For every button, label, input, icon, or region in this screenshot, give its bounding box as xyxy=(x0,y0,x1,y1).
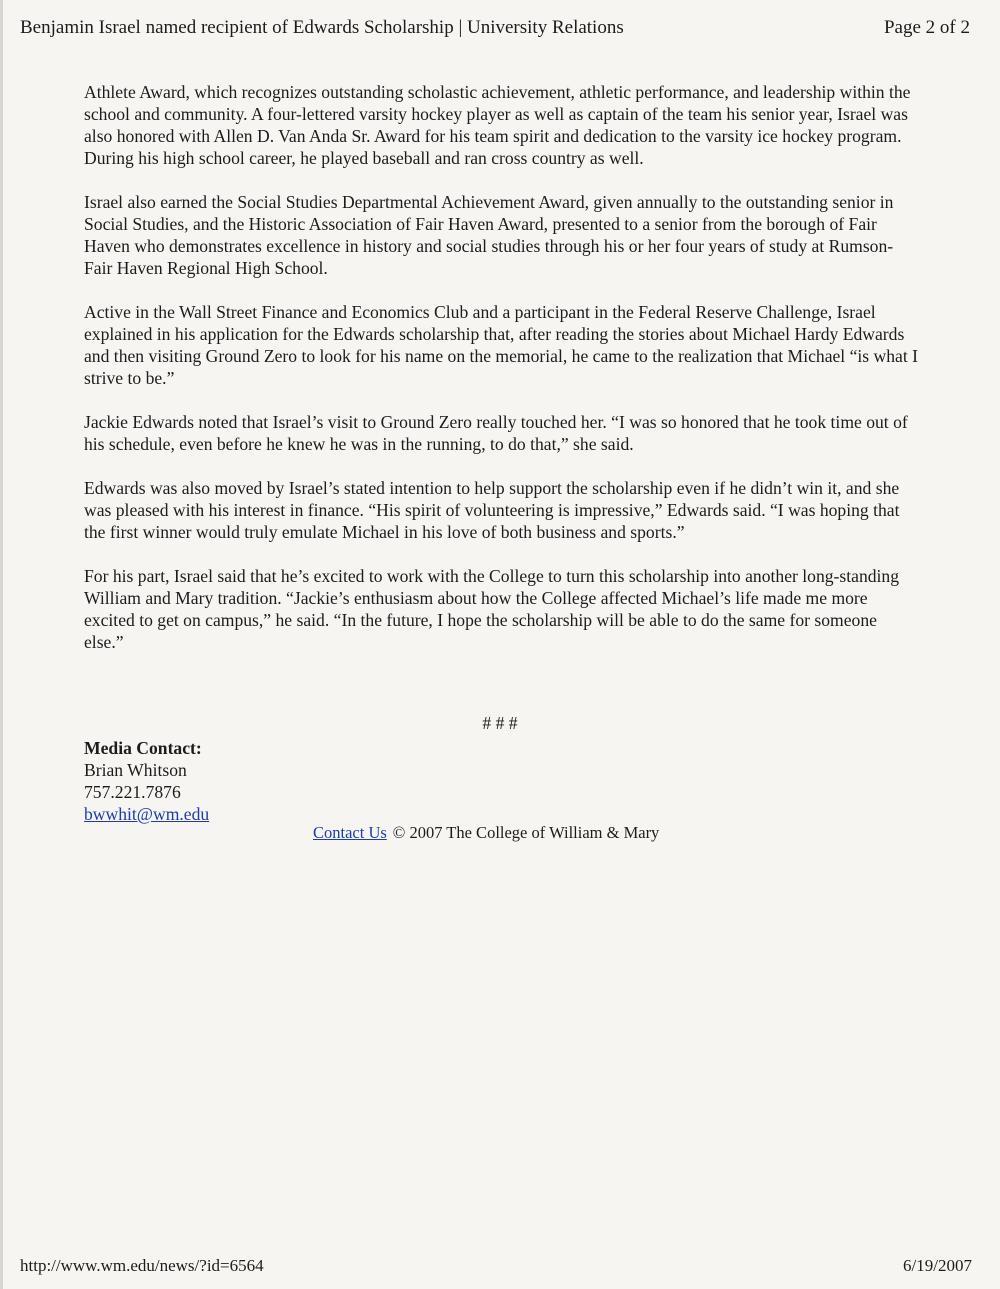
page-url: http://www.wm.edu/news/?id=6564 xyxy=(20,1256,264,1275)
page-edge xyxy=(0,0,3,1289)
paragraph-3: Active in the Wall Street Finance and Economics Club and a participant in the Federal Reserve Challenge, Israel explained in his application for the Edwards scholarship that, after reading the stories about Michael Hardy Edwards and then visiting Ground Zero to look for his name on the memorial, he came to the realization that Michael “is what I strive to be.” xyxy=(84,302,918,388)
contact-phone: 757.221.7876 xyxy=(84,782,181,802)
contact-name: Brian Whitson xyxy=(84,760,187,780)
page-number: Page 2 of 2 xyxy=(883,17,970,38)
document-title: Benjamin Israel named recipient of Edwards Scholarship | University Relations xyxy=(20,17,624,38)
media-contact xyxy=(84,737,209,825)
paragraph-4: Jackie Edwards noted that Israel’s visit to Ground Zero really touched her. “I was so honored that he took time out of his schedule, even before he knew he was in the running, to do that,” she said. xyxy=(84,412,908,454)
print-date: 6/19/2007 xyxy=(903,1256,972,1275)
paragraph-1: Athlete Award, which recognizes outstanding scholastic achievement, athletic performance, and leadership within the school and community. A four-lettered varsity hockey player as well as captain of the team his senior year, Israel was also honored with Allen D. Van Anda Sr. Award for his team spirit and dedication to the varsity ice hockey program. During his high school career, he played baseball and ran cross country as well. xyxy=(84,82,911,168)
site-footer xyxy=(313,822,659,844)
media-contact-heading: Media Contact: xyxy=(84,738,202,758)
article-body xyxy=(84,81,920,675)
paragraph-5: Edwards was also moved by Israel’s stated intention to help support the scholarship even if he didn’t win it, and she was pleased with his interest in finance. “His spirit of volunteering is impressive,” Edwards said. “I was hoping that the first winner would truly emulate Michael in his love of both business and sports.” xyxy=(84,478,900,542)
paragraph-6: For his part, Israel said that he’s excited to work with the College to turn this scholarship into another long-standing William and Mary tradition. “Jackie’s enthusiasm about how the College affected Michael’s life made me more excited to get on campus,” he said. “In the future, I hope the scholarship will be able to do the same for someone else.” xyxy=(84,566,900,652)
contact-email-link[interactable]: bwwhit@wm.edu xyxy=(84,804,210,824)
paragraph-2: Israel also earned the Social Studies Departmental Achievement Award, given annually to the outstanding senior in Social Studies, and the Historic Association of Fair Haven Award, presented to a senior from the borough of Fair Haven who demonstrates excellence in history and social studies through his or her four years of study at Rumson-Fair Haven Regional High School. xyxy=(84,192,894,278)
end-marker: # # # xyxy=(482,713,518,733)
contact-us-link[interactable]: Contact Us xyxy=(313,823,387,842)
copyright-text: © 2007 The College of William & Mary xyxy=(392,823,660,842)
